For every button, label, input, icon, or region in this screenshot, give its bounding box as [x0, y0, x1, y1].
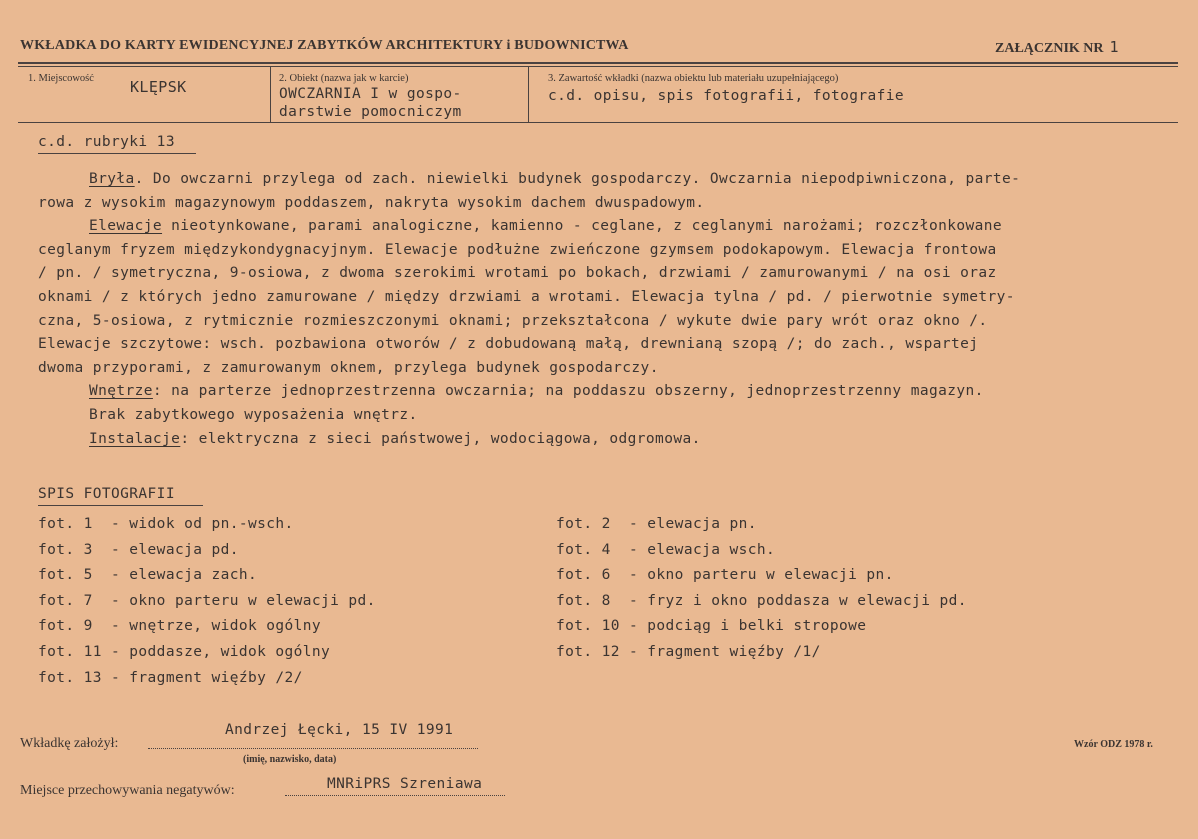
description-text: Brak zabytkowego wyposażenia wnętrz. — [89, 407, 418, 423]
storage-label: Miejsce przechowywania negatywów: — [20, 783, 235, 798]
photo-list-item: fot. 8 - fryz i okno poddasza w elewacji pd. — [556, 592, 967, 609]
photo-list-item: fot. 12 - fragment więźby /1/ — [556, 644, 821, 660]
description-line — [38, 313, 988, 329]
description-line — [89, 383, 984, 399]
description-text: : na parterze jednoprzestrzenna owczarnia; na poddaszu obszerny, jednoprzestrzenny magazyn. — [152, 383, 984, 400]
description-text: ceglanym fryzem międzykondygnacyjnym. Elewacje podłużne zwieńczone gzymsem podokapowym. Elewacja frontowa — [38, 241, 997, 258]
section-title: c.d. rubryki 13 — [38, 134, 175, 150]
photo-list-item: fot. 1 - widok od pn.-wsch. — [38, 516, 294, 532]
header-rule-top — [18, 62, 1178, 64]
description-text: czna, 5-osiowa, z rytmicznie rozmieszczonymi oknami; przekształcona / wykute dwie pary wrót oraz okno /. — [38, 312, 988, 329]
description-line — [38, 265, 997, 281]
object-value-line1: OWCZARNIA I w gospo- — [279, 86, 462, 102]
photo-list-item: fot. 9 - wnętrze, widok ogólny — [38, 618, 322, 635]
description-line — [38, 242, 997, 258]
field-divider-2 — [528, 67, 529, 122]
form-title: WKŁADKA DO KARTY EWIDENCYJNEJ ZABYTKÓW ARCHITEKTURY i BUDOWNICTWA — [20, 38, 629, 53]
fields-rule — [18, 122, 1178, 123]
photos-title-underline — [38, 505, 203, 506]
content-value: c.d. opisu, spis fotografii, fotografie — [548, 88, 905, 104]
description-line — [89, 431, 701, 447]
description-line — [38, 195, 704, 211]
attachment-number — [995, 38, 1119, 57]
description-text: nieotynkowane, parami analogiczne, kamienno - ceglane, z ceglanymi narożami; rozczłonkowane — [162, 218, 1002, 235]
created-dotline — [148, 748, 478, 749]
description-heading: Elewacje — [89, 218, 163, 235]
description-line — [38, 336, 978, 352]
photo-list-item: fot. 5 - elewacja zach. — [38, 567, 258, 584]
description-text: : elektryczna z sieci państwowej, wodociągowa, odgromowa. — [180, 430, 701, 447]
place-value: KLĘPSK — [130, 78, 187, 96]
photo-list-item: fot. 4 - elewacja wsch. — [556, 541, 776, 558]
photo-list-item: fot. 6 - okno parteru w elewacji pn. — [556, 567, 894, 584]
description-line — [89, 407, 418, 423]
description-line — [38, 360, 659, 376]
created-caption: (imię, nazwisko, data) — [243, 754, 337, 765]
description-line — [89, 171, 1020, 187]
header-rule-bottom — [18, 66, 1178, 67]
photo-list-item: fot. 11 - poddasze, widok ogólny — [38, 644, 331, 660]
description-text: rowa z wysokim magazynowym poddaszem, nakryta wysokim dachem dwuspadowym. — [38, 194, 705, 211]
attachment-label: ZAŁĄCZNIK NR — [995, 41, 1104, 56]
photo-list-item: fot. 13 - fragment więźby /2/ — [38, 669, 303, 686]
photo-list-item: fot. 7 - okno parteru w elewacji pd. — [38, 592, 376, 609]
storage-dotline — [285, 795, 505, 796]
storage-value: MNRiPRS Szreniawa — [327, 776, 483, 792]
object-label: 2. Obiekt (nazwa jak w karcie) — [279, 73, 409, 84]
description-heading: Instalacje — [89, 430, 181, 447]
description-text: / pn. / symetryczna, 9-osiowa, z dwoma szerokimi wrotami po bokach, drzwiami / zamurowanymi / na osi oraz — [38, 265, 997, 282]
description-text: oknami / z których jedno zamurowane / między drzwiami a wrotami. Elewacja tylna / pd. / pierwotnie symetry- — [38, 289, 1015, 305]
created-value: Andrzej Łęcki, 15 IV 1991 — [225, 722, 454, 738]
description-line — [38, 289, 1015, 305]
form-code: Wzór ODZ 1978 r. — [1074, 739, 1153, 750]
description-text: dwoma przyporami, z zamurowanym oknem, przylega budynek gospodarczy. — [38, 359, 659, 376]
photos-title: SPIS FOTOGRAFII — [38, 486, 175, 502]
photo-list-item: fot. 3 - elewacja pd. — [38, 541, 239, 558]
description-text: Elewacje szczytowe: wsch. pozbawiona otworów / z dobudowaną małą, drewnianą szopą /; do zach., wspartej — [38, 336, 979, 353]
section-title-underline — [38, 153, 196, 154]
description-heading: Wnętrze — [89, 383, 153, 400]
photo-list-item: fot. 2 - elewacja pn. — [556, 516, 757, 532]
place-label: 1. Miejscowość — [28, 73, 94, 84]
created-label: Wkładkę założył: — [20, 736, 119, 751]
attachment-number-value: 1 — [1109, 38, 1119, 56]
photo-list-item: fot. 10 - podciąg i belki stropowe — [556, 618, 867, 635]
description-text: . Do owczarni przylega od zach. niewielki budynek gospodarczy. Owczarnia niepodpiwniczona, parte- — [134, 171, 1021, 187]
field-divider-1 — [270, 67, 271, 122]
object-value-line2: darstwie pomocniczym — [279, 104, 462, 120]
description-heading: Bryła — [89, 171, 135, 187]
description-line — [89, 218, 1002, 234]
content-label: 3. Zawartość wkładki (nazwa obiektu lub materiału uzupełniającego) — [548, 73, 839, 84]
